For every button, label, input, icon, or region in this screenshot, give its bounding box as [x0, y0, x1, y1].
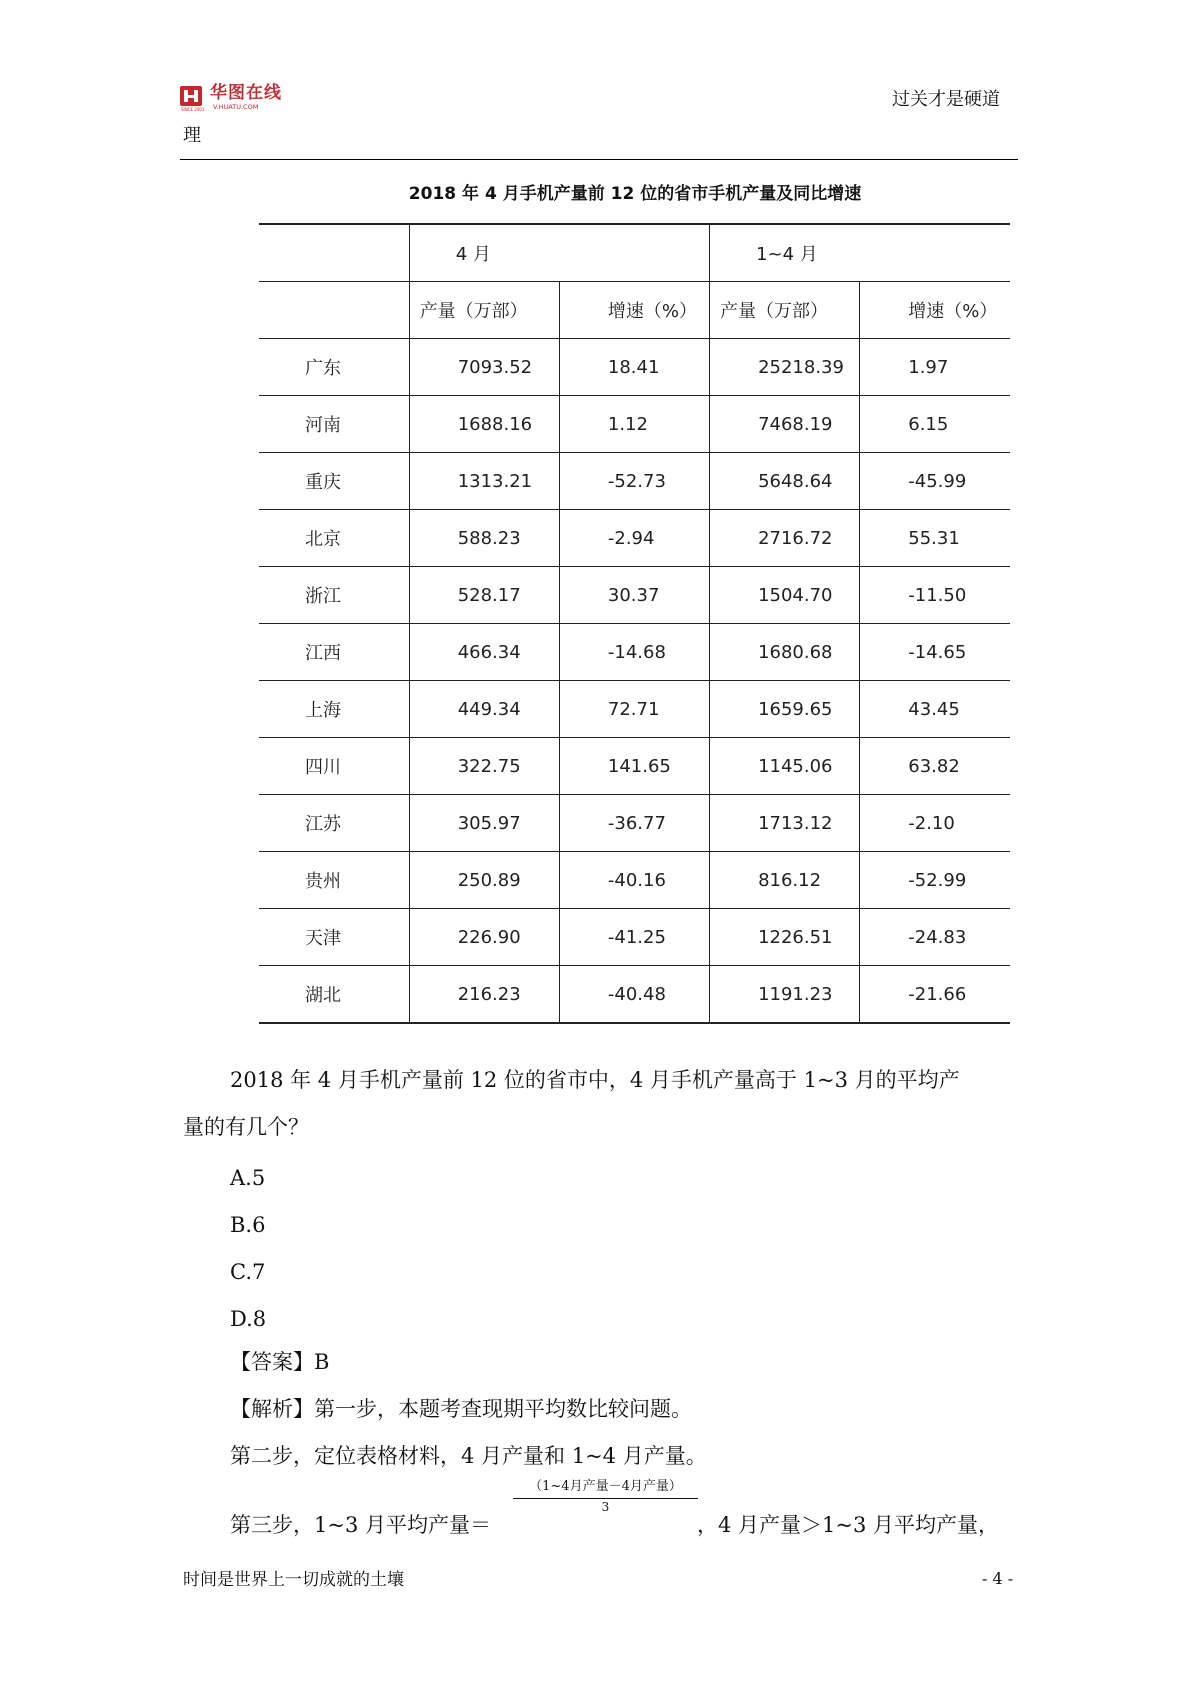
cell-ytd-growth: -11.50 [860, 567, 1010, 624]
cell-ytd-growth: -2.10 [860, 795, 1010, 852]
cell-apr-output: 322.75 [409, 738, 559, 795]
table-row [259, 909, 1010, 966]
fraction-denominator: 3 [601, 1500, 610, 1514]
table-row [259, 567, 1010, 624]
cell-apr-output: 466.34 [409, 624, 559, 681]
logo-since: SINCE 2001 [181, 107, 205, 112]
header-motto-continuation: 理 [183, 125, 201, 146]
cell-ytd-growth: -52.99 [860, 852, 1010, 909]
row-region: 贵州 [305, 871, 341, 892]
analysis-step3-suffix: ，4 月产量＞1~3 月平均产量， [697, 1513, 1000, 1537]
cell-apr-growth: 18.41 [559, 339, 709, 396]
cell-apr-output: 226.90 [409, 909, 559, 966]
option-c: C.7 [230, 1260, 266, 1284]
question-text-line1: 2018 年 4 月手机产量前 12 位的省市中，4 月手机产量高于 1~3 月的平均产 [230, 1068, 960, 1092]
cell-ytd-growth: 1.97 [860, 339, 1010, 396]
table-row [259, 624, 1010, 681]
table-row [259, 966, 1010, 1024]
sub-header-apr-growth: 增速（%） [559, 282, 709, 339]
cell-apr-growth: -2.94 [559, 510, 709, 567]
option-d: D.8 [230, 1307, 267, 1331]
sub-header-ytd-output: 产量（万部） [710, 282, 860, 339]
option-a: A.5 [230, 1166, 266, 1190]
row-region: 江苏 [305, 814, 341, 835]
logo-text: 华图在线 [210, 83, 282, 103]
fraction [513, 1478, 698, 1514]
cell-ytd-output: 7468.19 [710, 396, 860, 453]
fraction-numerator: （1~4月产量－4月产量） [529, 1479, 682, 1494]
cell-ytd-growth: -45.99 [860, 453, 1010, 510]
cell-apr-growth: -40.48 [559, 966, 709, 1024]
analysis-step2: 第二步，定位表格材料，4 月产量和 1~4 月产量。 [230, 1444, 707, 1468]
analysis-step3-prefix: 第三步，1~3 月平均产量＝ [230, 1513, 491, 1537]
table-row [259, 510, 1010, 567]
answer: 【答案】B [230, 1350, 330, 1374]
table-row [259, 795, 1010, 852]
cell-apr-output: 528.17 [409, 567, 559, 624]
corner-cell [259, 224, 409, 282]
huatu-logo [180, 84, 308, 110]
table-row [259, 396, 1010, 453]
cell-ytd-growth: -14.65 [860, 624, 1010, 681]
cell-apr-growth: 141.65 [559, 738, 709, 795]
row-region: 湖北 [305, 985, 341, 1006]
row-region: 四川 [305, 757, 341, 778]
cell-ytd-growth: 6.15 [860, 396, 1010, 453]
cell-apr-output: 216.23 [409, 966, 559, 1024]
cell-apr-growth: -40.16 [559, 852, 709, 909]
cell-apr-output: 305.97 [409, 795, 559, 852]
row-region: 重庆 [305, 472, 341, 493]
cell-ytd-output: 1713.12 [710, 795, 860, 852]
cell-ytd-output: 1504.70 [710, 567, 860, 624]
row-region: 广东 [305, 358, 341, 379]
cell-ytd-output: 1680.68 [710, 624, 860, 681]
huatu-logo-icon [180, 86, 202, 106]
cell-apr-growth: 72.71 [559, 681, 709, 738]
row-region: 北京 [305, 529, 341, 550]
table-row [259, 453, 1010, 510]
cell-apr-growth: -52.73 [559, 453, 709, 510]
cell-apr-growth: -14.68 [559, 624, 709, 681]
cell-apr-growth: 30.37 [559, 567, 709, 624]
cell-apr-output: 588.23 [409, 510, 559, 567]
analysis-step1: 【解析】第一步，本题考查现期平均数比较问题。 [230, 1397, 692, 1421]
cell-apr-output: 1313.21 [409, 453, 559, 510]
fraction-bar [513, 1498, 698, 1499]
cell-apr-output: 7093.52 [409, 339, 559, 396]
table-row [259, 681, 1010, 738]
header-motto: 过关才是硬道 [892, 89, 1000, 110]
cell-ytd-output: 1659.65 [710, 681, 860, 738]
cell-ytd-growth: -21.66 [860, 966, 1010, 1024]
cell-apr-output: 250.89 [409, 852, 559, 909]
footer-slogan: 时间是世界上一切成就的土壤 [183, 1570, 404, 1590]
row-region: 上海 [305, 700, 341, 721]
group-header-jan-apr: 1~4 月 [710, 224, 1010, 282]
cell-ytd-output: 1145.06 [710, 738, 860, 795]
row-region: 江西 [305, 643, 341, 664]
data-table [259, 223, 1010, 1024]
table-row [259, 738, 1010, 795]
cell-ytd-output: 2716.72 [710, 510, 860, 567]
cell-ytd-output: 5648.64 [710, 453, 860, 510]
cell-apr-growth: -41.25 [559, 909, 709, 966]
table-row [259, 339, 1010, 396]
logo-url: V.HUATU.COM [213, 103, 259, 111]
question-text-line2: 量的有几个？ [183, 1115, 309, 1139]
table-row [259, 852, 1010, 909]
sub-header-row [259, 282, 1010, 339]
cell-ytd-growth: 55.31 [860, 510, 1010, 567]
sub-header-ytd-growth: 增速（%） [860, 282, 1010, 339]
cell-apr-growth: -36.77 [559, 795, 709, 852]
cell-ytd-output: 25218.39 [710, 339, 860, 396]
cell-ytd-output: 1191.23 [710, 966, 860, 1024]
cell-ytd-growth: 63.82 [860, 738, 1010, 795]
row-region: 天津 [305, 928, 341, 949]
row-region: 浙江 [305, 586, 341, 607]
cell-apr-output: 1688.16 [409, 396, 559, 453]
cell-apr-growth: 1.12 [559, 396, 709, 453]
option-b: B.6 [230, 1213, 266, 1237]
cell-ytd-growth: -24.83 [860, 909, 1010, 966]
cell-ytd-growth: 43.45 [860, 681, 1010, 738]
group-header-row [259, 224, 1010, 282]
header-divider [180, 159, 1018, 160]
cell-ytd-output: 1226.51 [710, 909, 860, 966]
cell-apr-output: 449.34 [409, 681, 559, 738]
sub-header-apr-output: 产量（万部） [409, 282, 559, 339]
cell-ytd-output: 816.12 [710, 852, 860, 909]
page-number: - 4 - [982, 1569, 1014, 1588]
corner-cell [259, 282, 409, 339]
table-title: 2018 年 4 月手机产量前 12 位的省市手机产量及同比增速 [408, 184, 862, 204]
row-region: 河南 [305, 415, 341, 436]
group-header-april: 4 月 [409, 224, 709, 282]
